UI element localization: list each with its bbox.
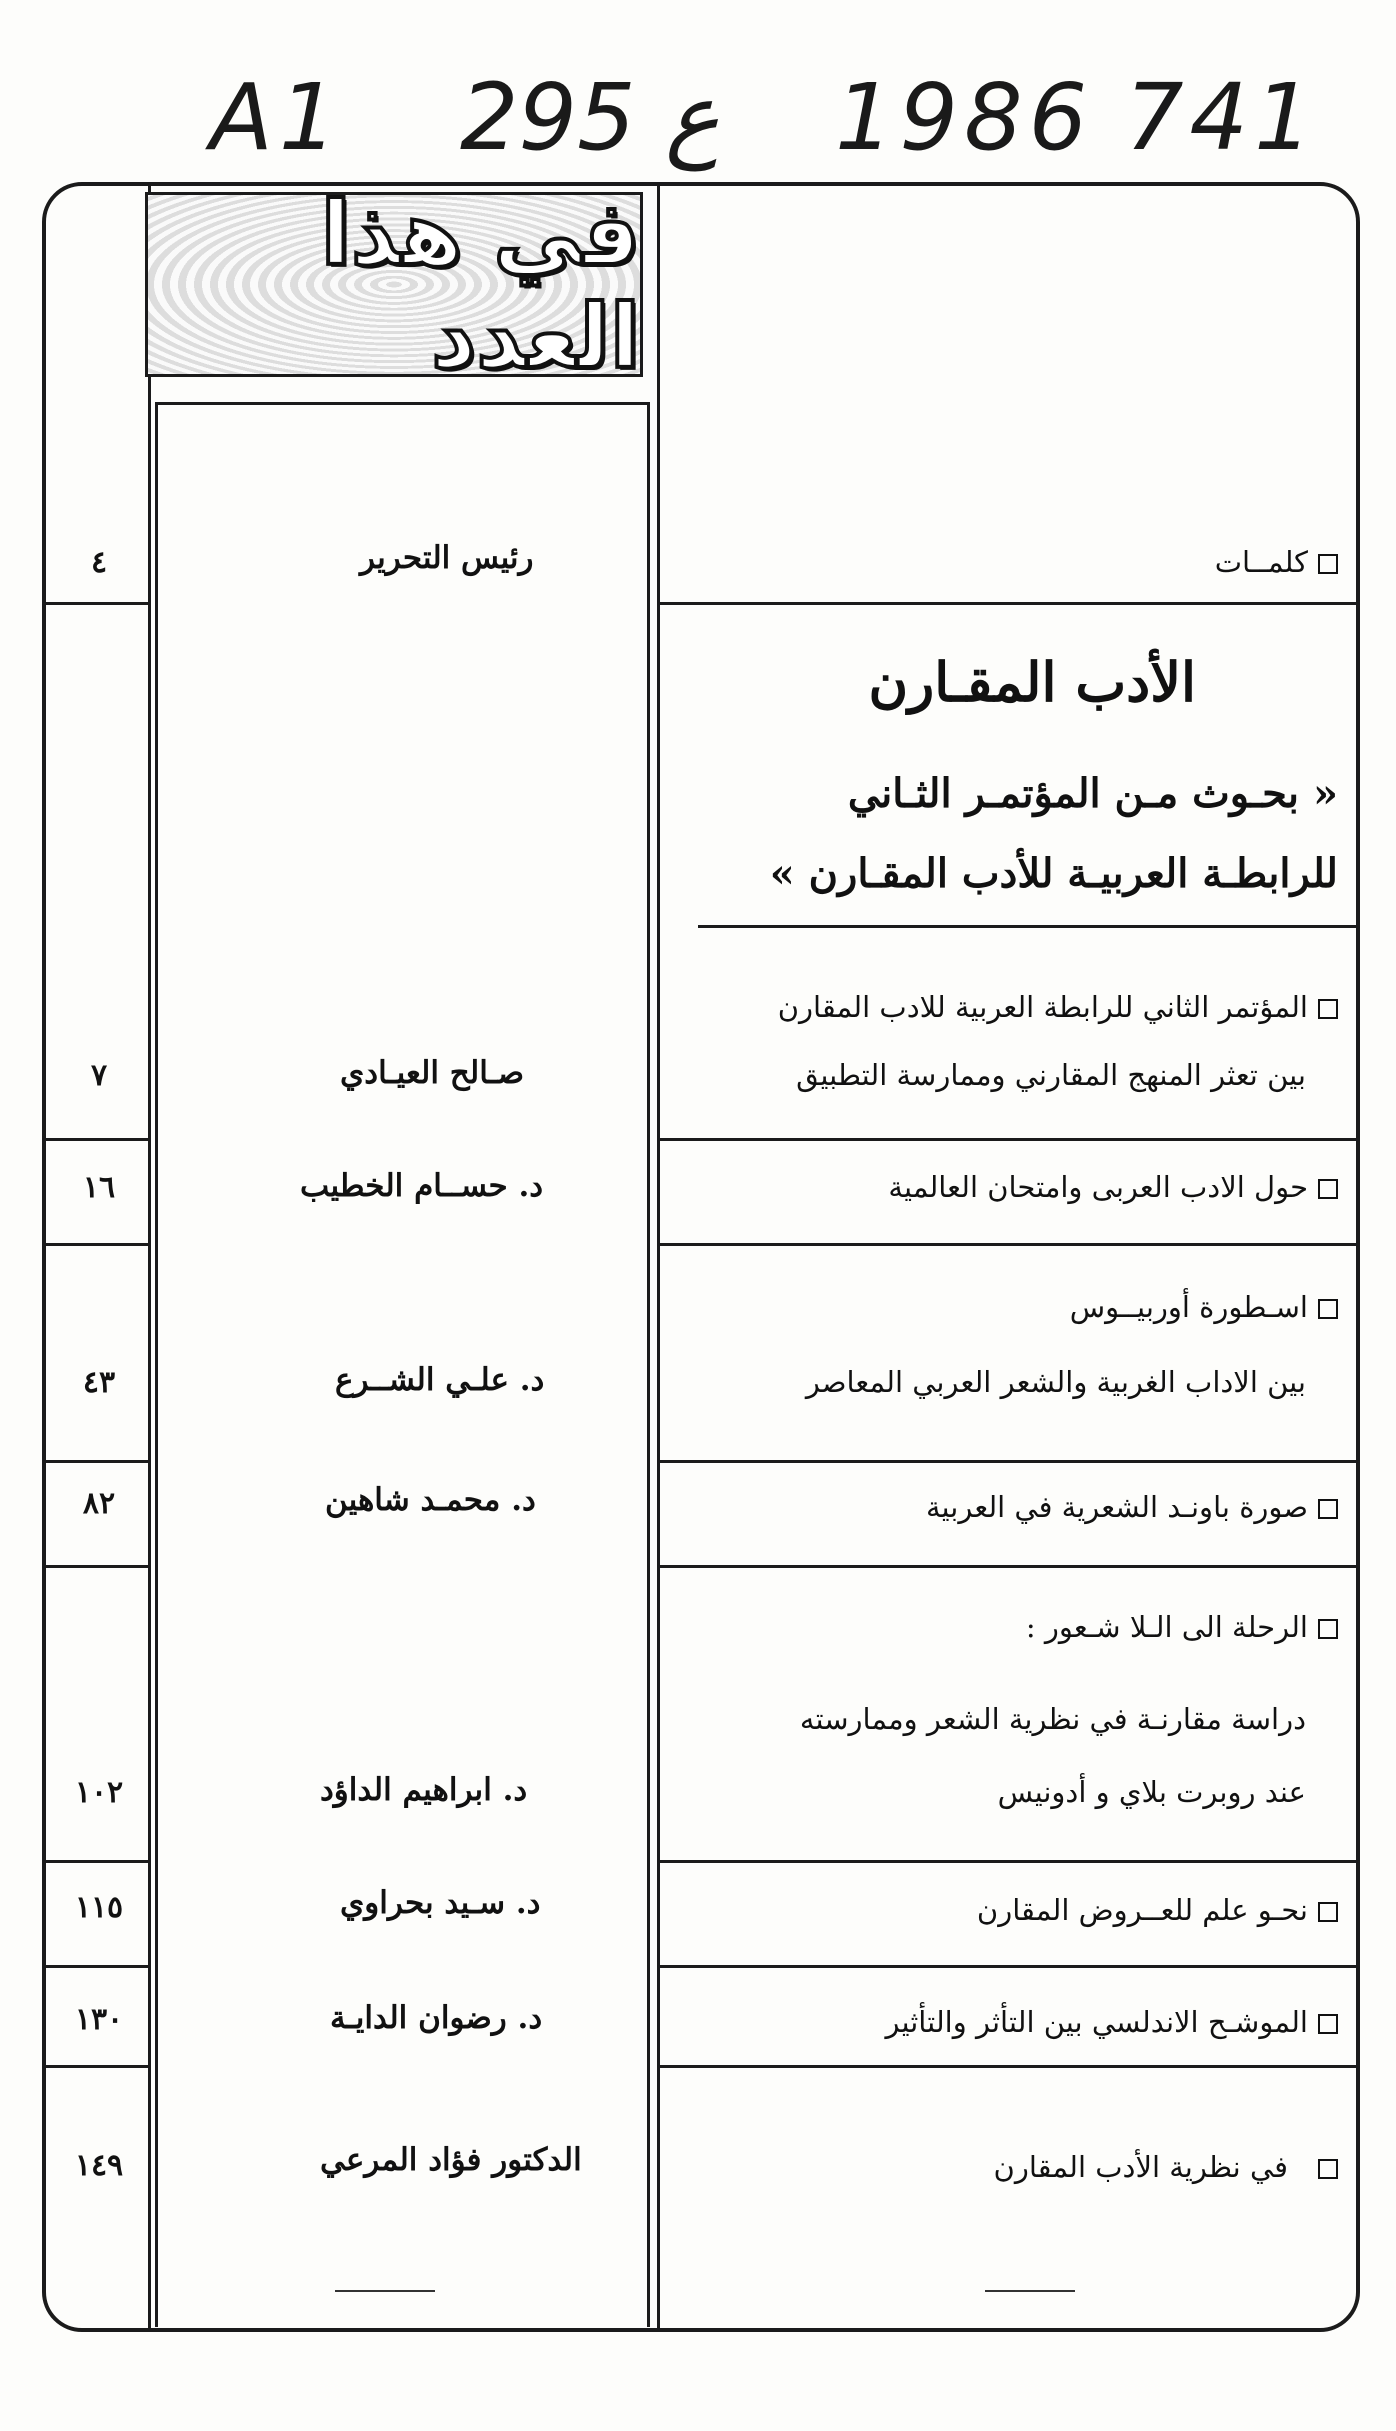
page-row-divider bbox=[46, 1860, 148, 1863]
entry-page: ٧ bbox=[90, 1058, 108, 1093]
entry-author: د. ابراهيم الداؤد bbox=[320, 1772, 528, 1808]
entry-title-continued: دراسة مقارنـة في نظرية الشعر وممارسته bbox=[799, 1702, 1306, 1736]
entry-author: صـالح العيـادي bbox=[340, 1055, 525, 1091]
entry-title: اسـطورة أوربيــوس bbox=[1070, 1290, 1338, 1324]
page-row-divider bbox=[46, 1965, 148, 1968]
checkbox-icon bbox=[1318, 554, 1338, 574]
entry-title: المؤتمر الثاني للرابطة العربية للادب المقارن bbox=[778, 990, 1338, 1024]
entry-title-continued: بين الاداب الغربية والشعر العربي المعاصر bbox=[805, 1365, 1306, 1399]
entry-author: د. محمـد شاهين bbox=[325, 1482, 536, 1518]
entry-title-continued: بين تعثر المنهج المقارني وممارسة التطبيق bbox=[796, 1058, 1306, 1092]
handwritten-code-295: 295 ع bbox=[460, 64, 720, 171]
row-divider bbox=[660, 1243, 1356, 1246]
handwritten-number: 741 bbox=[1125, 64, 1319, 171]
footer-dash bbox=[335, 2290, 435, 2292]
page-row-divider bbox=[46, 1243, 148, 1246]
entry-title: الموشـح الاندلسي بين التأثر والتأثير bbox=[885, 2005, 1338, 2039]
entry-title-continued: عند روبرت بلاي و أدونيس bbox=[997, 1775, 1306, 1809]
handwritten-code-a1: A1 bbox=[210, 64, 344, 171]
entry-page: ٨٢ bbox=[82, 1486, 116, 1521]
checkbox-icon bbox=[1318, 1299, 1338, 1319]
handwritten-year: 1986 bbox=[835, 64, 1094, 171]
entry-page: ١٤٩ bbox=[74, 2148, 124, 2183]
entry-author: د. رضوان الدايـة bbox=[330, 2000, 543, 2036]
footer-dash bbox=[985, 2290, 1075, 2292]
checkbox-icon bbox=[1318, 999, 1338, 1019]
row-divider bbox=[660, 1138, 1356, 1141]
section-subtitle-line1: « بحـوث مـن المؤتمـر الثـاني bbox=[847, 770, 1338, 817]
entry-author: د. سـيد بحراوي bbox=[340, 1885, 541, 1921]
checkbox-icon bbox=[1318, 1902, 1338, 1922]
checkbox-icon bbox=[1318, 1499, 1338, 1519]
page-row-divider bbox=[46, 1565, 148, 1568]
entry-author: د. علـي الشــرع bbox=[335, 1362, 545, 1398]
entry-title: في نظرية الأدب المقارن bbox=[994, 2150, 1338, 2184]
title-column-divider bbox=[657, 186, 660, 2331]
entry-title: صورة باونـد الشعرية في العربية bbox=[926, 1490, 1338, 1524]
masthead-title: في هذا العدد bbox=[320, 181, 640, 388]
entry-author: د. حســام الخطيب bbox=[300, 1168, 544, 1204]
section-subtitle-line2: للرابطـة العربيـة للأدب المقـارن » bbox=[769, 850, 1338, 897]
page-row-divider bbox=[46, 1138, 148, 1141]
row-divider bbox=[660, 1965, 1356, 1968]
page-row-divider bbox=[46, 2065, 148, 2068]
entry-title: كلمــات bbox=[1215, 545, 1338, 579]
entry-page: ٤٣ bbox=[82, 1365, 116, 1400]
row-divider bbox=[660, 602, 1356, 605]
entry-title: حول الادب العربى وامتحان العالمية bbox=[888, 1170, 1338, 1204]
section-heading: الأدب المقـارن bbox=[868, 650, 1196, 714]
row-divider bbox=[660, 1565, 1356, 1568]
entry-author: الدكتور فؤاد المرعي bbox=[320, 2142, 582, 2178]
entry-author: رئيس التحرير bbox=[360, 540, 534, 576]
entry-title: الرحلة الى الـلا شـعور : bbox=[1026, 1610, 1338, 1644]
page-column-divider bbox=[148, 186, 151, 2331]
row-divider bbox=[698, 925, 1356, 928]
entry-page: ١١٥ bbox=[74, 1890, 124, 1925]
checkbox-icon bbox=[1318, 1179, 1338, 1199]
checkbox-icon bbox=[1318, 2014, 1338, 2034]
entry-page: ٤ bbox=[90, 545, 108, 580]
masthead bbox=[145, 181, 643, 388]
page-row-divider bbox=[46, 1460, 148, 1463]
row-divider bbox=[660, 2065, 1356, 2068]
row-divider bbox=[660, 1460, 1356, 1463]
entry-page: ١٦ bbox=[82, 1170, 116, 1205]
checkbox-icon bbox=[1318, 1619, 1338, 1639]
page-row-divider bbox=[46, 602, 148, 605]
entry-page: ١٠٢ bbox=[74, 1775, 124, 1810]
row-divider bbox=[660, 1860, 1356, 1863]
entry-title: نحـو علم للعــروض المقارن bbox=[977, 1893, 1338, 1927]
entry-page: ١٣٠ bbox=[74, 2002, 124, 2037]
checkbox-icon bbox=[1318, 2159, 1338, 2179]
